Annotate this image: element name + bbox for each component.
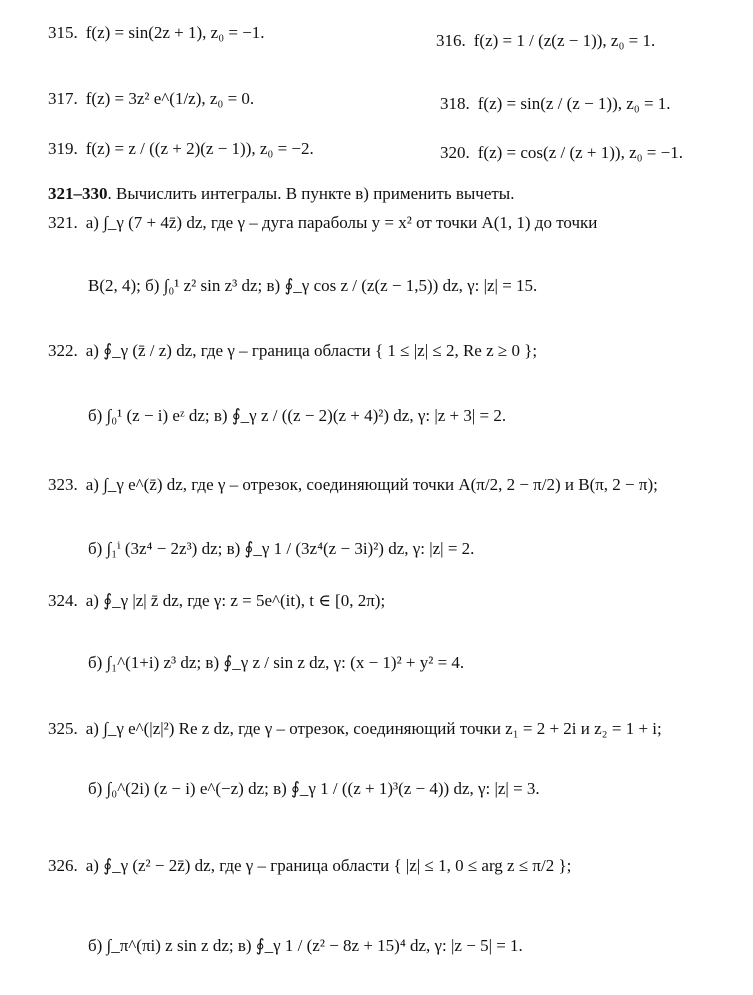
task-part-a: а) ∫_γ (7 + 4z̄) dz, где γ – дуга параболы y = x² от точки A(1, 1) до точки <box>85 213 598 232</box>
task-parts-bc: б) ∫₀¹ (z − i) eᶻ dz; в) ∮_γ z / ((z − 2)(z + 4)²) dz, γ: |z + 3| = 2. <box>88 406 507 425</box>
task-parts-bc: B(2, 4); б) ∫₀¹ z² sin z³ dz; в) ∮_γ cos z / (z(z − 1,5)) dz, γ: |z| = 15. <box>88 276 538 295</box>
task-part-a: а) ∮_γ |z| z̄ dz, где γ: z = 5e^(it), t ∈ [0, 2π); <box>85 591 386 610</box>
problem-formula: f(z) = sin(z / (z − 1)), z₀ = 1. <box>477 94 671 113</box>
problem-number: 316. <box>436 31 466 50</box>
task-323-b <box>88 538 474 560</box>
task-323-a <box>48 474 658 496</box>
task-part-a: а) ∫_γ e^(z̄) dz, где γ – отрезок, соединяющий точки A(π/2, 2 − π/2) и B(π, 2 − π); <box>85 475 658 494</box>
task-number: 321. <box>48 213 78 232</box>
task-number: 325. <box>48 719 78 738</box>
task-parts-bc: б) ∫₀^(2i) (z − i) e^(−z) dz; в) ∮_γ 1 / ((z + 1)³(z − 4)) dz, γ: |z| = 3. <box>88 779 540 798</box>
task-part-a: а) ∮_γ (z̄ / z) dz, где γ – граница области { 1 ≤ |z| ≤ 2, Re z ≥ 0 }; <box>85 341 538 360</box>
problem-number: 315. <box>48 23 78 42</box>
task-325-a <box>48 718 662 740</box>
task-324-a <box>48 590 385 612</box>
problem-number: 318. <box>440 94 470 113</box>
task-number: 324. <box>48 591 78 610</box>
section-range: 321–330 <box>48 184 108 203</box>
problem-formula: f(z) = sin(2z + 1), z₀ = −1. <box>85 23 265 42</box>
problem-318 <box>440 93 671 115</box>
task-parts-bc: б) ∫_π^(πi) z sin z dz; в) ∮_γ 1 / (z² − 8z + 15)⁴ dz, γ: |z − 5| = 1. <box>88 936 523 955</box>
problem-number: 319. <box>48 139 78 158</box>
problem-formula: f(z) = z / ((z + 2)(z − 1)), z₀ = −2. <box>85 139 314 158</box>
task-number: 323. <box>48 475 78 494</box>
task-321-b <box>88 275 537 297</box>
task-326-b <box>88 935 523 957</box>
task-part-a: а) ∫_γ e^(|z|²) Re z dz, где γ – отрезок, соединяющий точки z₁ = 2 + 2i и z₂ = 1 + i; <box>85 719 662 738</box>
task-parts-bc: б) ∫₁ⁱ (3z⁴ − 2z³) dz; в) ∮_γ 1 / (3z⁴(z − 3i)²) dz, γ: |z| = 2. <box>88 539 475 558</box>
task-325-b <box>88 778 540 800</box>
task-322-b <box>88 405 506 427</box>
task-326-a <box>48 855 571 877</box>
task-number: 322. <box>48 341 78 360</box>
problem-number: 317. <box>48 89 78 108</box>
task-part-a: а) ∮_γ (z² − 2z̄) dz, где γ – граница области { |z| ≤ 1, 0 ≤ arg z ≤ π/2 }; <box>85 856 572 875</box>
problem-320 <box>440 142 683 164</box>
problem-formula: f(z) = cos(z / (z + 1)), z₀ = −1. <box>477 143 683 162</box>
problem-317 <box>48 88 254 110</box>
task-number: 326. <box>48 856 78 875</box>
section-heading <box>48 183 514 205</box>
task-321-a <box>48 212 597 234</box>
task-324-b <box>88 652 464 674</box>
problem-319 <box>48 138 314 160</box>
problem-315 <box>48 22 265 44</box>
problem-316 <box>436 30 655 52</box>
section-title: . Вычислить интегралы. В пункте в) применить вычеты. <box>107 184 515 203</box>
problem-number: 320. <box>440 143 470 162</box>
task-parts-bc: б) ∫₁^(1+i) z³ dz; в) ∮_γ z / sin z dz, γ: (x − 1)² + y² = 4. <box>88 653 465 672</box>
task-322-a <box>48 340 537 362</box>
problem-formula: f(z) = 1 / (z(z − 1)), z₀ = 1. <box>473 31 656 50</box>
problem-formula: f(z) = 3z² e^(1/z), z₀ = 0. <box>85 89 255 108</box>
